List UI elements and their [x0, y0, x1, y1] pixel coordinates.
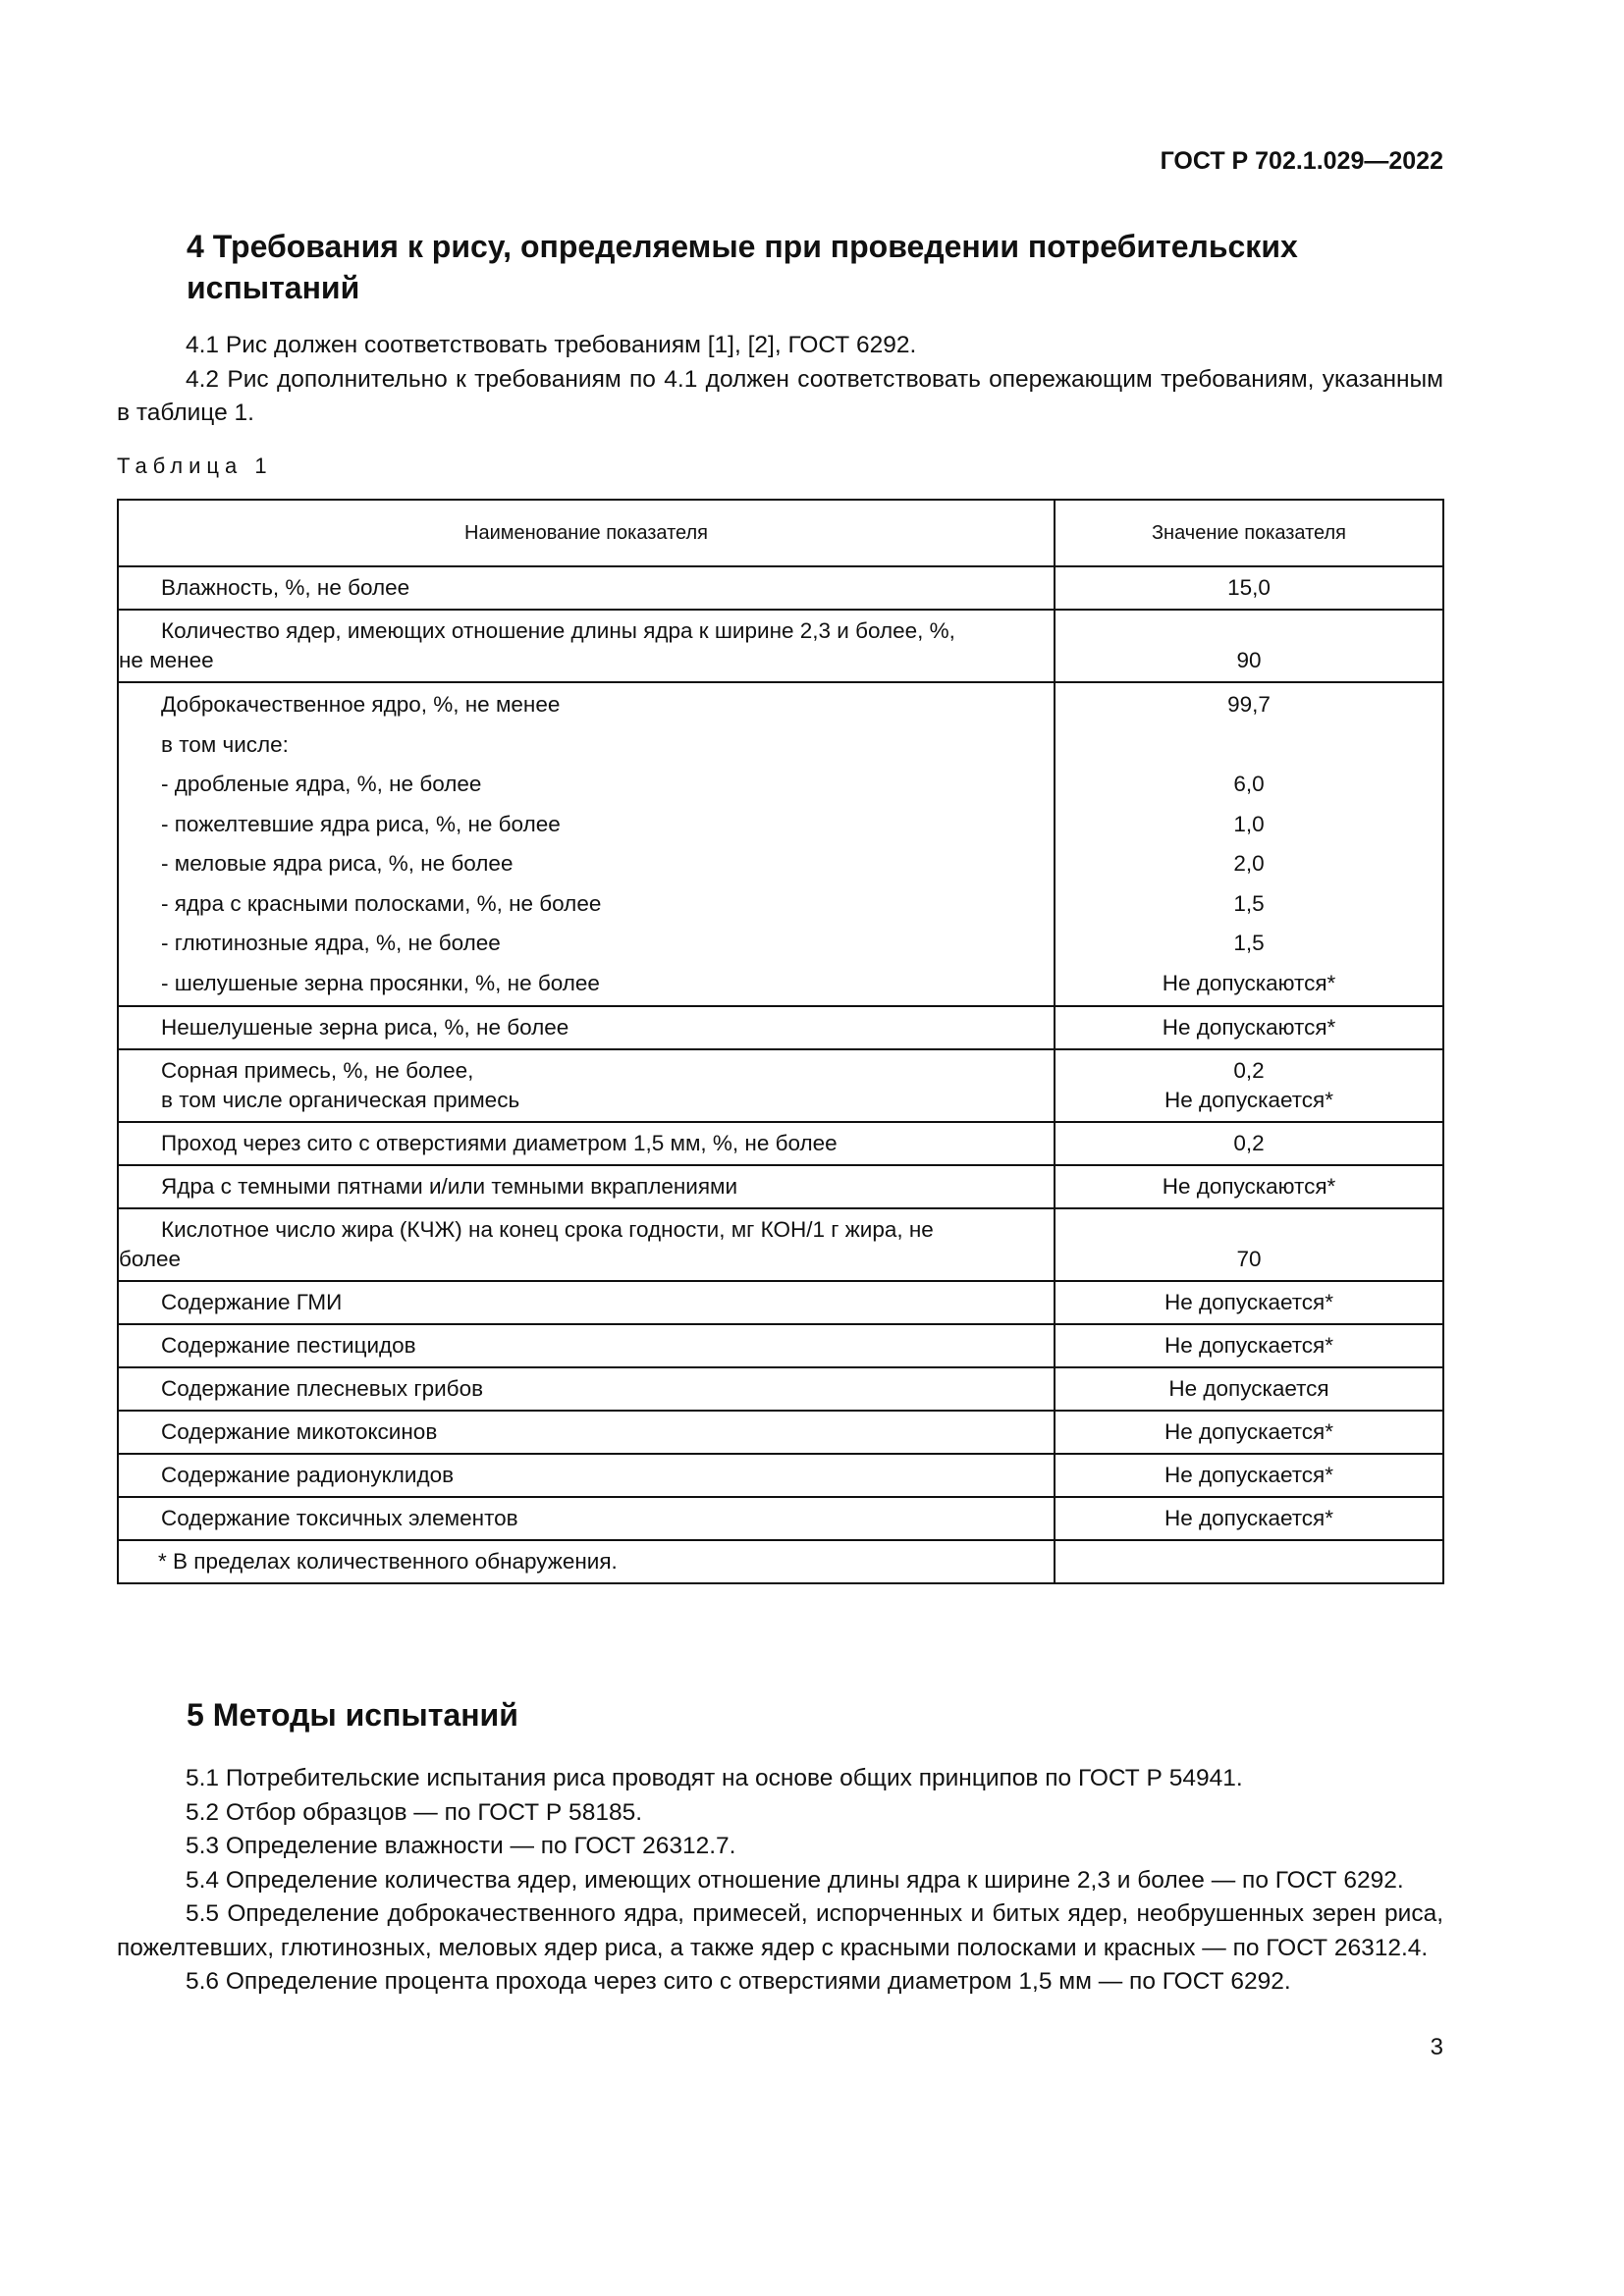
- row-value-line2: Не допускается*: [1164, 1088, 1333, 1112]
- table-row: [118, 566, 1443, 610]
- header-indicator-name: Наименование показателя: [118, 500, 1055, 566]
- row-name: Содержание плесневых грибов: [161, 1376, 484, 1401]
- row-name-line1: Количество ядер, имеющих отношение длины ядра к ширине 2,3 и более, %,: [161, 618, 955, 643]
- row-name: Содержание ГМИ: [161, 1290, 343, 1314]
- row-value: 90: [1236, 648, 1262, 672]
- row-subitem: - дробленые ядра, %, не более: [161, 772, 482, 796]
- table-row: [118, 1497, 1443, 1540]
- row-name: Содержание микотоксинов: [161, 1419, 438, 1444]
- table-row: [118, 1208, 1443, 1281]
- row-name: Влажность, %, не более: [161, 575, 410, 600]
- row-name: Проход через сито с отверстиями диаметром 1,5 мм, %, не более: [161, 1131, 838, 1155]
- paragraph-5-2: 5.2 Отбор образцов — по ГОСТ Р 58185.: [186, 1798, 642, 1826]
- row-subitem: - меловые ядра риса, %, не более: [161, 851, 514, 876]
- table-footnote: * В пределах количественного обнаружения.: [158, 1549, 618, 1574]
- table-header-row: [118, 500, 1443, 566]
- row-name: Доброкачественное ядро, %, не менее: [161, 692, 561, 717]
- table-row: [118, 1165, 1443, 1208]
- row-subitem: - глютинозные ядра, %, не более: [161, 931, 501, 955]
- paragraph-5-4: 5.4 Определение количества ядер, имеющих отношение длины ядра к ширине 2,3 и более — по ГОСТ 6292.: [186, 1866, 1404, 1894]
- table-row: [118, 610, 1443, 682]
- row-name-line2: более: [119, 1247, 182, 1271]
- table-row: [118, 682, 1443, 1006]
- row-value: Не допускается*: [1164, 1419, 1333, 1444]
- table-row: [118, 1281, 1443, 1324]
- row-name: Ядра с темными пятнами и/или темными вкраплениями: [161, 1174, 738, 1199]
- row-value: 70: [1236, 1247, 1262, 1271]
- table-row: [118, 1122, 1443, 1165]
- header-indicator-value: Значение показателя: [1055, 500, 1443, 566]
- paragraph-5-1: 5.1 Потребительские испытания риса проводят на основе общих принципов по ГОСТ Р 54941.: [186, 1765, 1243, 1791]
- row-value-line1: 0,2: [1233, 1058, 1265, 1083]
- table-footnote-row: [118, 1540, 1443, 1583]
- row-value: Не допускаются*: [1162, 1015, 1336, 1040]
- row-name-line1: Сорная примесь, %, не более,: [161, 1058, 474, 1083]
- row-value: 2,0: [1233, 851, 1265, 876]
- row-value: 99,7: [1227, 692, 1271, 717]
- row-subitem: - ядра с красными полосками, %, не более: [161, 890, 602, 916]
- row-name: Содержание токсичных элементов: [161, 1506, 518, 1530]
- row-name-line1: Кислотное число жира (КЧЖ) на конец срока годности, мг КОН/1 г жира, не: [161, 1217, 934, 1242]
- row-value: Не допускается*: [1164, 1506, 1333, 1530]
- page-number: 3: [1430, 2034, 1443, 2060]
- row-value: 6,0: [1233, 772, 1265, 796]
- document-header: ГОСТ Р 702.1.029—2022: [1160, 147, 1443, 175]
- row-name-line2: не менее: [119, 648, 214, 672]
- row-name: Содержание радионуклидов: [161, 1463, 455, 1487]
- row-subitem: - шелушеные зерна просянки, %, не более: [161, 970, 600, 995]
- paragraph-4-1: 4.1 Рис должен соответствовать требованиям [1], [2], ГОСТ 6292.: [186, 332, 917, 358]
- table-row: [118, 1006, 1443, 1049]
- table-row: [118, 1367, 1443, 1411]
- row-value: Не допускается*: [1164, 1290, 1333, 1314]
- table-row: [118, 1411, 1443, 1454]
- row-value: 1,0: [1233, 811, 1265, 836]
- row-value: 1,5: [1233, 931, 1265, 955]
- table-row: [118, 1049, 1443, 1122]
- table-row: [118, 1454, 1443, 1497]
- paragraph-4-2: 4.2 Рис дополнительно к требованиям по 4.1 должен соответствовать опережающим требованиям, указанным в таблице 1.: [117, 365, 1443, 426]
- table-caption: Таблица 1: [117, 454, 273, 478]
- row-name: Нешелушеные зерна риса, %, не более: [161, 1015, 569, 1040]
- row-name: Содержание пестицидов: [161, 1333, 416, 1358]
- paragraph-5-6: 5.6 Определение процента прохода через сито с отверстиями диаметром 1,5 мм — по ГОСТ 6292.: [186, 1968, 1291, 1995]
- paragraph-5-5: 5.5 Определение доброкачественного ядра, примесей, испорченных и битых ядер, необрушенных зерен риса, пожелтевших, глютинозных, меловых ядер риса, а также ядер с красными полосками и красных — по ГОСТ 26312.4.: [117, 1900, 1443, 1961]
- table-row: [118, 1324, 1443, 1367]
- row-value: Не допускается*: [1164, 1463, 1333, 1487]
- row-subitem: - пожелтевшие ядра риса, %, не более: [161, 811, 561, 836]
- row-subheading: в том числе:: [161, 731, 289, 757]
- section-5-paragraphs: [117, 1762, 1443, 2000]
- row-value: 0,2: [1233, 1131, 1265, 1155]
- section-5-title: 5 Методы испытаний: [187, 1697, 518, 1733]
- section-4-paragraphs: [117, 329, 1443, 431]
- row-value: 1,5: [1233, 890, 1265, 916]
- row-value: Не допускаются*: [1162, 970, 1336, 995]
- row-value: 15,0: [1227, 575, 1271, 600]
- row-value: Не допускается: [1168, 1376, 1329, 1401]
- row-name-line2: в том числе органическая примесь: [161, 1088, 520, 1112]
- section-4-title: 4 Требования к рису, определяемые при проведении потребительских испытаний: [187, 229, 1298, 305]
- requirements-table: [117, 499, 1444, 1584]
- row-value: Не допускаются*: [1162, 1174, 1336, 1199]
- row-value: Не допускается*: [1164, 1333, 1333, 1358]
- paragraph-5-3: 5.3 Определение влажности — по ГОСТ 26312.7.: [186, 1833, 736, 1859]
